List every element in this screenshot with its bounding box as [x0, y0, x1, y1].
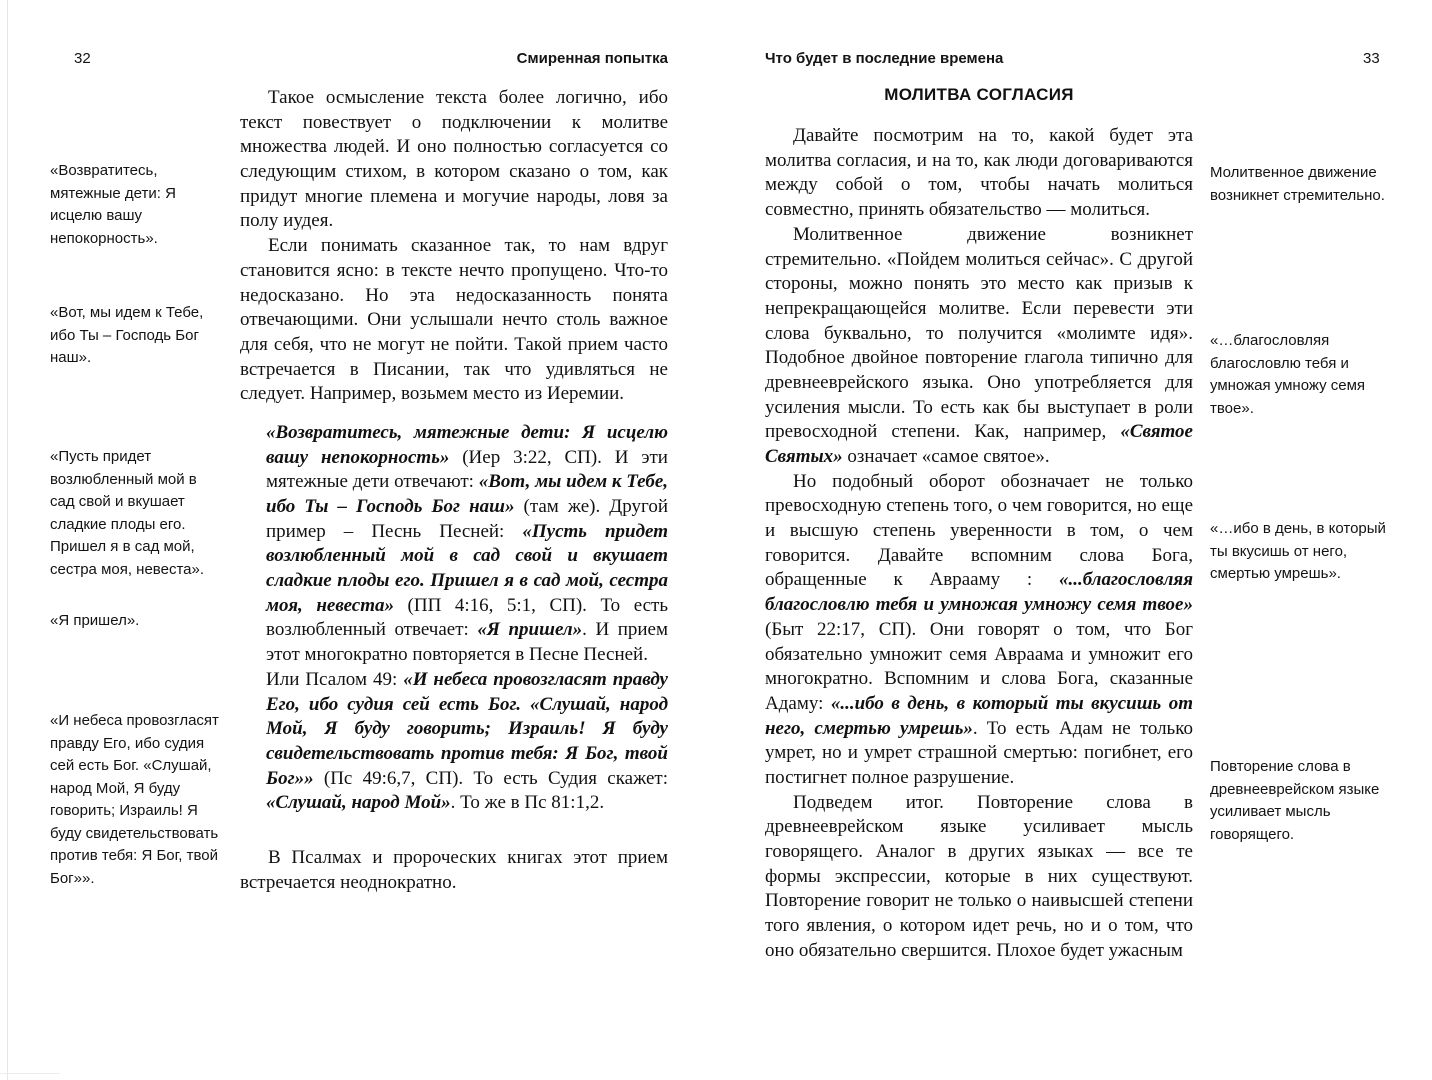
margin-note: «Вот, мы идем к Тебе, ибо Ты – Господь Бог наш». [50, 304, 204, 366]
margin-note: Повторение слова в древнееврейском языке усиливает мысль говорящего. [1210, 758, 1380, 843]
body-text: (там же). Другой пример – Песнь Песней: [266, 496, 668, 542]
body-text: (Иер 3:22, СП). И эти мятежные дети отвечают: [266, 446, 668, 493]
quote-paragraph [266, 421, 668, 668]
section-title: МОЛИТВА СОГЛАСИЯ [884, 85, 1074, 104]
body-text: (ПП 4:16, 5:1, СП). То есть возлюбленный отвечает: [266, 594, 668, 641]
margin-note: Молитвенное движение возникнет стремительно. [1210, 164, 1385, 204]
body-text: (Пс 49:6,7, СП). То есть Судия скажет: [313, 767, 668, 789]
body-text: Или Псалом 49: [266, 668, 404, 690]
quote-paragraph [266, 668, 668, 816]
body-text: Подведем итог. Повторение слова в древнееврейском языке усиливает мысль говорящего. Аналог в других языках — все те формы экспрессии, которые в них существуют. Повторение говорит не только о наивысшей степени того явления, о котором идет речь, но и о том, что оно обязательно свершится. Плохое будет ужасным [765, 791, 1193, 961]
quoted-scripture-text: «...ибо в день, в который ты вкусишь от него, смертью умрешь» [765, 692, 1193, 739]
paragraph [240, 846, 668, 895]
quoted-scripture-text: «И небеса провозгласят правду Его, ибо судия сей есть Бог. «Слушай, народ Мой, Я буду говорить; Израиль! Я буду свидетельствовать против тебя: Я Бог, твой Бог»» [266, 668, 668, 789]
margin-note: «Пусть придет возлюбленный мой в сад свой и вкушает сладкие плоды его. Пришел я в сад мой, сестра моя, невеста». [50, 448, 204, 578]
quoted-scripture-text: «...благословляя благословлю тебя и умножая умножу семя твое» [765, 569, 1193, 616]
paragraph [765, 791, 1193, 964]
body-text: (Быт 22:17, СП). Они говорят о том, что Бог обязательно умножит семя Авраама и умножит его многократно. Вспомним и слова Бога, сказанные Адаму: [765, 618, 1193, 714]
quoted-scripture-text: «Я пришел» [477, 619, 583, 641]
body-text: . То же в Пс 81:1,2. [450, 792, 605, 814]
scan-edge-bottom [0, 1073, 60, 1074]
body-text: . И прием этот многократно повторяется в Песне Песней. [266, 619, 669, 666]
quoted-scripture-text: «Святое Святых» [765, 421, 1193, 468]
quoted-scripture-text: «Пусть придет возлюбленный мой в сад свой и вкушает сладкие плоды его. Пришел я в сад мой, сестра моя, невеста» [266, 520, 669, 616]
page-number-right: 33 [1363, 50, 1380, 67]
paragraph [765, 470, 1193, 791]
running-title-right: Что будет в последние времена [765, 50, 1004, 67]
margin-note: «Возвратитесь, мятежные дети: Я исцелю вашу непокорность». [50, 162, 176, 247]
scan-edge-left [7, 0, 8, 1080]
scripture-quote-block [266, 421, 668, 816]
margin-note: «Я пришел». [50, 612, 140, 629]
margin-note: «…ибо в день, в который ты вкусишь от него, смертью умрешь». [1210, 520, 1386, 582]
paragraph [240, 234, 668, 407]
margin-note: «…благословляя благословлю тебя и умножая умножу семя твое». [1210, 332, 1366, 417]
body-text: Но подобный оборот обозначает не только превосходную степень того, о чем говорится, но еще и высшую степень уверенности в том, о чем говорится. Давайте вспомним слова Бога, обращенные к Аврааму : [765, 470, 1193, 591]
body-text: Давайте посмотрим на то, какой будет эта молитва согласия, и на то, как люди договариваются между собой о том, чтобы начать молиться совместно, принять обязательство — молиться. [765, 125, 1193, 221]
quoted-scripture-text: «Вот, мы идем к Тебе, ибо Ты – Господь Бог наш» [266, 471, 669, 517]
paragraph [240, 86, 668, 234]
paragraph [765, 223, 1193, 470]
main-text-right [765, 84, 1193, 963]
margin-note: «И небеса провозгласят правду Его, ибо судия сей есть Бог. «Слушай, народ Мой, Я буду говорить; Израиль! Я буду свидетельствовать против тебя: Я Бог, твой Бог»». [50, 712, 219, 887]
body-text: . То есть Адам не только умрет, но и умрет страшной смертью: погибнет, его постигнет полное разрушение. [765, 717, 1193, 788]
paragraph [765, 124, 1193, 223]
body-text: Если понимать сказанное так, то нам вдруг становится ясно: в тексте нечто пропущено. Что-то недосказано. Но эта недосказанность понята отвечающими. Они услышали нечто столь важное для себя, что не могут не пойти. Такой прием часто встречается в Писании, так что удивляться не следует. Например, возьмем место из Иеремии. [240, 235, 668, 405]
body-text: Молитвенное движение возникнет стремительно. «Пойдем молиться сейчас». С другой стороны, можно понять это место как призыв к непрекращающейся молитве. Если перевести эти слова буквально, то получится «молимте идя». Подобное двойное повторение глагола типично для древнееврейского языка. Оно употребляется для усиления мысли. То есть как бы выступает в роли превосходной степени. Как, например, [765, 223, 1193, 443]
body-text: означает «самое святое». [842, 446, 1050, 468]
quoted-scripture-text: «Возвратитесь, мятежные дети: Я исцелю вашу непокорность» [266, 421, 668, 468]
running-title-left: Смиренная попытка [516, 50, 668, 67]
main-text-left [240, 86, 668, 895]
quoted-scripture-text: «Слушай, народ Мой» [266, 792, 451, 814]
body-text: Такое осмысление текста более логично, ибо текст повествует о подключении к молитве множества людей. И оно полностью согласуется со следующим стихом, в котором сказано о том, как придут многие племена и могучие народы, ловя за полу иудея. [240, 87, 668, 232]
page-number-left: 32 [74, 50, 91, 67]
body-text: В Псалмах и пророческих книгах этот прием встречается неоднократно. [240, 846, 668, 893]
